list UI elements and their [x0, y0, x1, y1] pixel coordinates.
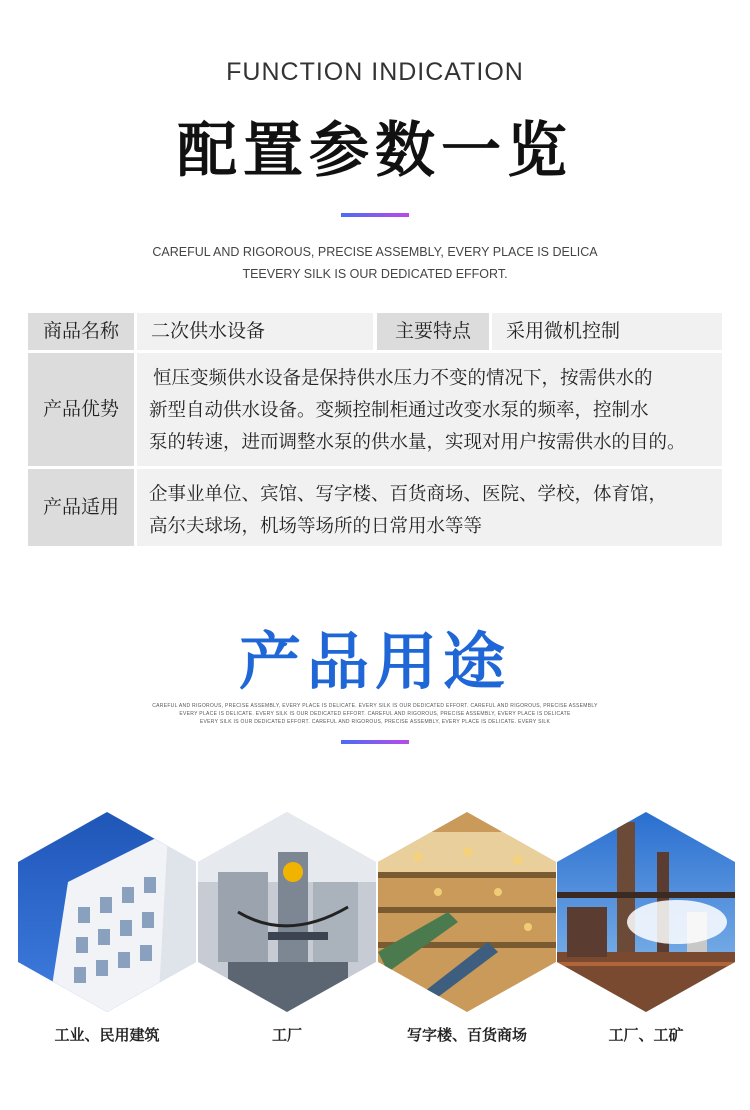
advantages-line: 泵的转速，进而调整水泵的供水量，实现对用户按需供水的目的。	[149, 432, 686, 453]
factory-machinery-photo	[198, 812, 376, 1012]
applications-line: 企事业单位、宾馆、写字楼、百货商场、医院、学校，体育馆，	[149, 484, 668, 505]
value-advantages	[137, 353, 722, 466]
label-advantages: 产品优势	[28, 353, 134, 466]
uses-divider	[341, 740, 409, 744]
label-product-name: 商品名称	[28, 313, 134, 350]
label-applications: 产品适用	[28, 469, 134, 546]
use-label-building: 工业、民用建筑	[54, 1026, 160, 1044]
use-label-mall: 写字楼、百货商场	[406, 1026, 527, 1044]
uses-title: 产品用途	[238, 625, 511, 698]
building-photo	[18, 812, 196, 1012]
use-label-factory: 工厂	[271, 1026, 302, 1044]
uses-subtitle-line-3: EVERY SILK IS OUR DEDICATED EFFORT. CAREFUL AND RIGOROUS, PRECISE ASSEMBLY, EVERY PLACE IS DELICATE. EVERY SILK	[199, 719, 551, 725]
shopping-mall-photo	[378, 812, 556, 1012]
value-applications	[137, 469, 722, 546]
subtitle-line-1: CAREFUL AND RIGOROUS, PRECISE ASSEMBLY, EVERY PLACE IS DELICA	[152, 245, 598, 259]
uses-subtitle-line-1: CAREFUL AND RIGOROUS, PRECISE ASSEMBLY, EVERY PLACE IS DELICATE. EVERY SILK IS OUR DEDICATED EFFORT. CAREFUL AND RIGOROUS, PRECISE ASSEMBLY	[152, 703, 598, 709]
value-product-name: 二次供水设备	[137, 313, 373, 350]
industrial-plant-photo	[557, 812, 735, 1012]
label-main-feature: 主要特点	[377, 313, 489, 350]
applications-line: 高尔夫球场，机场等场所的日常用水等等	[149, 516, 483, 537]
value-main-feature: 采用微机控制	[492, 313, 722, 350]
advantages-line: 恒压变频供水设备是保持供水压力不变的情况下，按需供水的	[153, 368, 653, 389]
advantages-line: 新型自动供水设备。变频控制柜通过改变水泵的频率，控制水	[149, 400, 649, 421]
section-title-english: FUNCTION INDICATION	[226, 58, 524, 86]
subtitle-line-2: TEEVERY SILK IS OUR DEDICATED EFFORT.	[242, 267, 508, 281]
section-title-chinese: 配置参数一览	[177, 116, 573, 186]
title-divider	[341, 213, 409, 217]
use-label-plant: 工厂、工矿	[608, 1026, 684, 1044]
uses-subtitle-line-2: EVERY PLACE IS DELICATE. EVERY SILK IS OUR DEDICATED EFFORT. CAREFUL AND RIGOROUS, PRECISE ASSEMBLY, EVERY PLACE IS DELICATE	[179, 711, 571, 717]
spec-table	[28, 313, 722, 546]
